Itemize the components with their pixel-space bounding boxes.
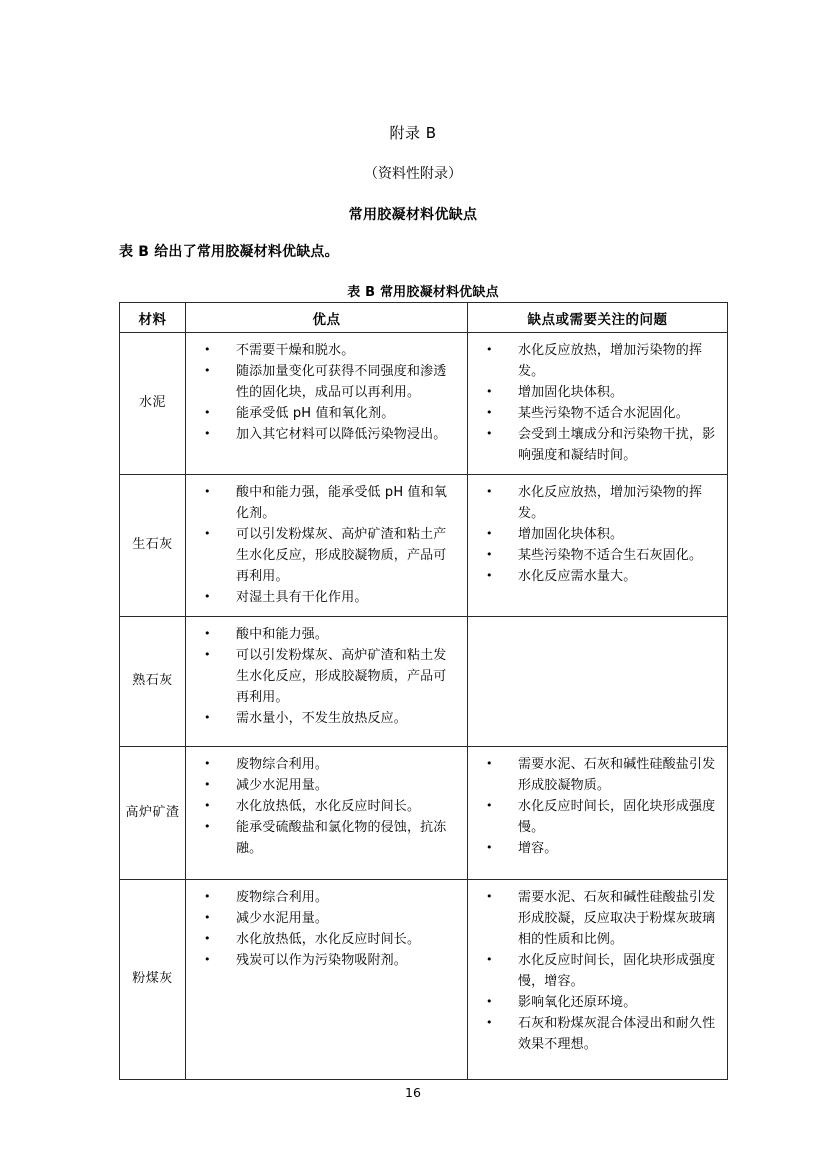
list-item: • 能承受硫酸盐和氯化物的侵蚀，抗冻融。 [190,817,459,859]
list-item: • 废物综合利用。 [190,754,459,775]
list-item: • 对湿土具有干化作用。 [190,587,459,608]
list-item: • 增加固化块体积。 [472,382,719,403]
material-name-cell: 高炉矿渣 [120,747,186,880]
cons-cell [468,475,728,617]
list-item: • 需水量小，不发生放热反应。 [190,708,459,729]
cementitious-materials-table [119,302,728,1080]
table-row [120,880,728,1080]
material-name-cell: 熟石灰 [120,617,186,747]
list-item: • 能承受低 pH 值和氧化剂。 [190,403,459,424]
cons-cell [468,747,728,880]
list-item: • 废物综合利用。 [190,887,459,908]
list-item: • 水化反应时间长，固化块形成强度慢，增容。 [472,950,719,992]
list-item: • 需要水泥、石灰和碱性硅酸盐引发形成胶凝物质。 [472,754,719,796]
list-item: • 水化放热低，水化反应时间长。 [190,929,459,950]
appendix-kind-label: （资料性附录） [364,166,462,182]
pros-list [190,754,463,859]
pros-list [190,482,463,608]
list-item: • 某些污染物不适合生石灰固化。 [472,545,719,566]
list-item: • 减少水泥用量。 [190,908,459,929]
pros-cell [186,333,468,475]
cons-cell [468,617,728,747]
table-caption: 表 B 常用胶凝材料优缺点 [347,285,499,300]
pros-cell [186,475,468,617]
list-item: • 残炭可以作为污染物吸附剂。 [190,950,459,971]
list-item: • 酸中和能力强，能承受低 pH 值和氧化剂。 [190,482,459,524]
pros-cell [186,617,468,747]
pros-list [190,887,463,971]
list-item: • 会受到土壤成分和污染物干扰，影响强度和凝结时间。 [472,424,719,466]
table-row [120,333,728,475]
lead-paragraph: 表 B 给出了常用胶凝材料优缺点。 [119,244,339,260]
table-row [120,475,728,617]
list-item: • 可以引发粉煤灰、高炉矿渣和粘土发生水化反应，形成胶凝物质，产品可再利用。 [190,645,459,708]
column-header-cons: 缺点或需要关注的问题 [468,303,728,333]
material-name-cell: 粉煤灰 [120,880,186,1080]
pros-list [190,624,463,729]
list-item: • 水化反应放热，增加污染物的挥发。 [472,482,719,524]
cons-list [472,754,723,859]
list-item: • 水化反应放热，增加污染物的挥发。 [472,340,719,382]
list-item: • 影响氧化还原环境。 [472,992,719,1013]
list-item: • 增加固化块体积。 [472,524,719,545]
material-name-cell: 水泥 [120,333,186,475]
appendix-title: 附录 B [389,124,437,142]
table-body [120,333,728,1080]
list-item: • 水化放热低，水化反应时间长。 [190,796,459,817]
column-header-pros: 优点 [186,303,468,333]
list-item: • 增容。 [472,838,719,859]
cons-list [472,887,723,1055]
list-item: • 加入其它材料可以降低污染物浸出。 [190,424,459,445]
list-item: • 需要水泥、石灰和碱性硅酸盐引发形成胶凝，反应取决于粉煤灰玻璃相的性质和比例。 [472,887,719,950]
list-item: • 酸中和能力强。 [190,624,459,645]
cons-cell [468,333,728,475]
list-item: • 水化反应需水量大。 [472,566,719,587]
section-title: 常用胶凝材料优缺点 [348,207,478,223]
pros-cell [186,747,468,880]
list-item: • 水化反应时间长，固化块形成强度慢。 [472,796,719,838]
table-row [120,617,728,747]
list-item: • 可以引发粉煤灰、高炉矿渣和粘土产生水化反应，形成胶凝物质，产品可再利用。 [190,524,459,587]
pros-cell [186,880,468,1080]
cons-list [472,482,723,587]
list-item: • 减少水泥用量。 [190,775,459,796]
page-number: 16 [405,1085,421,1100]
table-header-row [120,303,728,333]
cons-list [472,340,723,466]
table-header [120,303,728,333]
list-item: • 不需要干燥和脱水。 [190,340,459,361]
cons-cell [468,880,728,1080]
list-item: • 石灰和粉煤灰混合体浸出和耐久性效果不理想。 [472,1013,719,1055]
pros-list [190,340,463,445]
column-header-material: 材料 [120,303,186,333]
table-row [120,747,728,880]
list-item: • 随添加量变化可获得不同强度和渗透性的固化块，成品可以再利用。 [190,361,459,403]
material-name-cell: 生石灰 [120,475,186,617]
list-item: • 某些污染物不适合水泥固化。 [472,403,719,424]
